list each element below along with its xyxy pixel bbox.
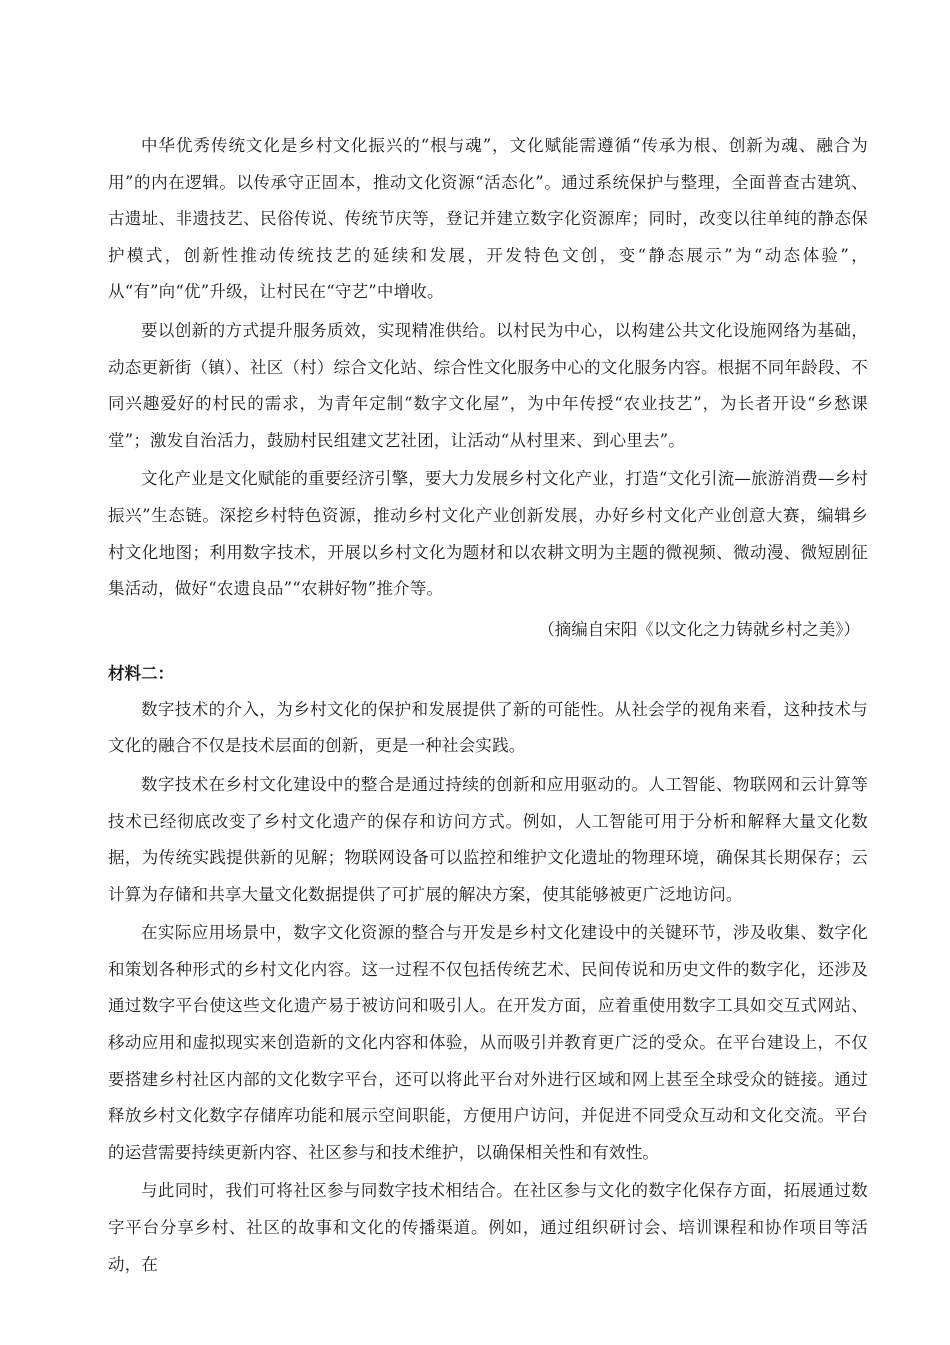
material-two-paragraph-1: 数字技术的介入，为乡村文化的保护和发展提供了新的可能性。从社会学的视角来看，这种技术与文化的融合不仅是技术层面的创新，更是一种社会实践。 — [108, 699, 868, 756]
material-two-paragraph-4: 与此同时，我们可将社区参与同数字技术相结合。在社区参与文化的数字化保存方面，拓展通过数字平台分享乡村、社区的故事和文化的传播渠道。例如，通过组织研讨会、培训课程和协作项目等活动，在 — [108, 1181, 868, 1274]
material-one-citation: （摘编自宋阳《以文化之力铸就乡村之美》） — [538, 619, 860, 639]
material-one-paragraph-2: 要以创新的方式提升服务质效，实现精准供给。以村民为中心，以构建公共文化设施网络为基础，动态更新街（镇）、社区（村）综合文化站、综合性文化服务中心的文化服务内容。根据不同年龄段、不同兴趣爱好的村民的需求，为青年定制“数字文化屋”，为中年传授“农业技艺”，为长者开设“乡愁课堂”；激发自治活力，鼓励村民组建文艺社团，让活动“从村里来、到心里去”。 — [108, 320, 868, 450]
material-one-paragraph-3: 文化产业是文化赋能的重要经济引擎，要大力发展乡村文化产业，打造“文化引流—旅游消费—乡村振兴”生态链。深挖乡村特色资源，推动乡村文化产业创新发展，办好乡村文化产业创意大赛，编辑乡村文化地图；利用数字技术，开展以乡村文化为题材和以农耕文明为主题的微视频、微动漫、微短剧征集活动，做好“农遗良品”“农耕好物”推介等。 — [108, 469, 868, 599]
material-two-heading: 材料二： — [108, 663, 174, 683]
material-two-paragraph-3: 在实际应用场景中，数字文化资源的整合与开发是乡村文化建设中的关键环节，涉及收集、数字化和策划各种形式的乡村文化内容。这一过程不仅包括传统艺术、民间传说和历史文件的数字化，还涉及通过数字平台使这些文化遗产易于被访问和吸引人。在开发方面，应着重使用数字工具如交互式网站、移动应用和虚拟现实来创造新的文化内容和体验，从而吸引并教育更广泛的受众。在平台建设上，不仅要搭建乡村社区内部的文化数字平台，还可以将此平台对外进行区域和网上甚至全球受众的链接。通过释放乡村文化数字存储库功能和展示空间职能，方便用户访问，并促进不同受众互动和文化交流。平台的运营需要持续更新内容、社区参与和技术维护，以确保相关性和有效性。 — [108, 923, 868, 1162]
material-one-paragraph-1: 中华优秀传统文化是乡村文化振兴的“根与魂”，文化赋能需遵循“传承为根、创新为魂、融合为用”的内在逻辑。以传承守正固本，推动文化资源“活态化”。通过系统保护与整理，全面普查古建筑、古遗址、非遗技艺、民俗传说、传统节庆等，登记并建立数字化资源库；同时，改变以往单纯的静态保护模式，创新性推动传统技艺的延续和发展，开发特色文创，变“静态展示”为“动态体验”，从“有”向“优”升级，让村民在“守艺”中增收。 — [108, 136, 868, 302]
document-body — [108, 128, 868, 1283]
material-two-paragraph-2: 数字技术在乡村文化建设中的整合是通过持续的创新和应用驱动的。人工智能、物联网和云计算等技术已经彻底改变了乡村文化遗产的保存和访问方式。例如，人工智能可用于分析和解释大量文化数据，为传统实践提供新的见解；物联网设备可以监控和维护文化遗址的物理环境，确保其长期保存；云计算为存储和共享大量文化数据提供了可扩展的解决方案，使其能够被更广泛地访问。 — [108, 774, 868, 904]
